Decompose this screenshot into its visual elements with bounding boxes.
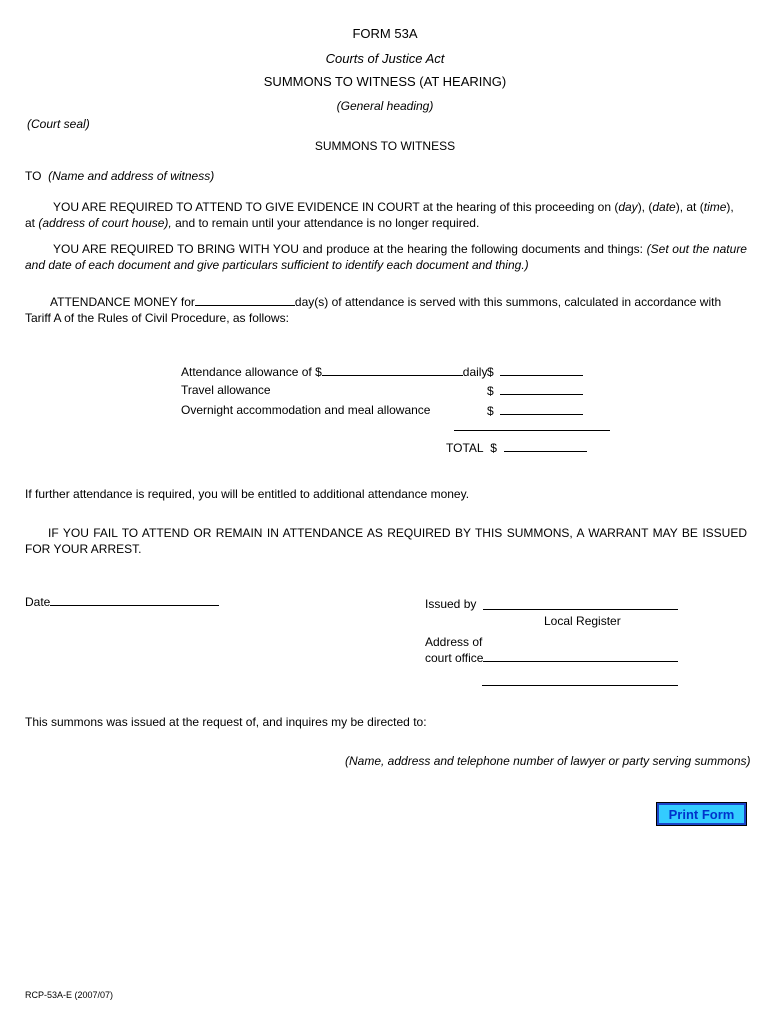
attendance-rate-field[interactable]	[322, 364, 463, 376]
date-hint: date	[652, 200, 676, 214]
attend-paragraph: YOU ARE REQUIRED TO ATTEND TO GIVE EVIDENCE IN COURT at the hearing of this proceeding on (day), (date), at (time), at (address of court house), and to remain until your attendance is no longer required.	[25, 200, 734, 230]
attendance-amount: $	[487, 364, 583, 379]
money-paragraph: ATTENDANCE MONEY for day(s) of attendance is served with this summons, calculated in accordance with Tariff A of the Rules of Civil Procedure, as follows:	[25, 295, 722, 325]
print-form-button[interactable]: Print Form	[657, 803, 746, 825]
bring-hint: (Set out the nature and date of each document and give particulars sufficient to identify each document and thing.)	[25, 242, 747, 272]
address-hint: (address of court house),	[38, 216, 172, 230]
form-code: RCP-53A-E (2007/07)	[25, 990, 114, 1000]
general-heading: (General heading)	[336, 99, 434, 113]
date-field[interactable]	[50, 594, 219, 606]
warning-paragraph: IF YOU FAIL TO ATTEND OR REMAIN IN ATTENDANCE AS REQUIRED BY THIS SUMMONS, A WARRANT MAY BE ISSUED FOR YOUR ARREST.	[25, 526, 747, 556]
bring-paragraph: YOU ARE REQUIRED TO BRING WITH YOU and produce at the hearing the following documents and things: (Set out the nature and date of each document and give particulars sufficient to identify each document and thing.)	[25, 242, 747, 272]
issued-by-line[interactable]	[483, 609, 678, 610]
time-hint: time	[703, 200, 727, 214]
further-attendance: If further attendance is required, you will be entitled to additional attendance money.	[25, 487, 470, 501]
request-hint: (Name, address and telephone number of lawyer or party serving summons)	[345, 754, 751, 768]
to-hint: (Name and address of witness)	[48, 169, 215, 183]
address-label-2: court office	[425, 651, 484, 665]
to-label: TO	[25, 169, 42, 183]
attendance-allowance-row: Attendance allowance of $ daily	[181, 365, 488, 379]
overnight-amount: $	[487, 403, 583, 418]
form-number: FORM 53A	[352, 26, 418, 41]
day-hint: day	[618, 200, 638, 214]
travel-amount: $	[487, 383, 583, 398]
to-line	[25, 169, 214, 183]
court-seal: (Court seal)	[27, 117, 90, 131]
address-row	[425, 650, 678, 665]
days-field[interactable]	[195, 294, 295, 306]
travel-amount-field[interactable]	[500, 383, 583, 395]
address-label-1: Address of	[425, 635, 483, 649]
local-register-label: Local Register	[544, 614, 621, 628]
total-rule	[454, 430, 610, 431]
court-address-line-2[interactable]	[482, 685, 678, 686]
date-row	[25, 594, 219, 609]
court-address-field[interactable]	[483, 650, 678, 662]
date-label: Date	[25, 595, 51, 609]
overnight-amount-field[interactable]	[500, 403, 583, 415]
summons-subtitle: SUMMONS TO WITNESS	[314, 139, 456, 153]
travel-allowance-label: Travel allowance	[181, 383, 271, 397]
issued-by-label: Issued by	[425, 597, 477, 611]
overnight-allowance-label: Overnight accommodation and meal allowance	[181, 403, 431, 417]
total-amount-field[interactable]	[504, 440, 587, 452]
request-text: This summons was issued at the request of, and inquires my be directed to:	[25, 715, 427, 729]
attendance-amount-field[interactable]	[500, 364, 583, 376]
form-title: SUMMONS TO WITNESS (AT HEARING)	[263, 74, 507, 89]
act-name: Courts of Justice Act	[325, 51, 445, 66]
total-row: TOTAL $	[446, 440, 587, 455]
